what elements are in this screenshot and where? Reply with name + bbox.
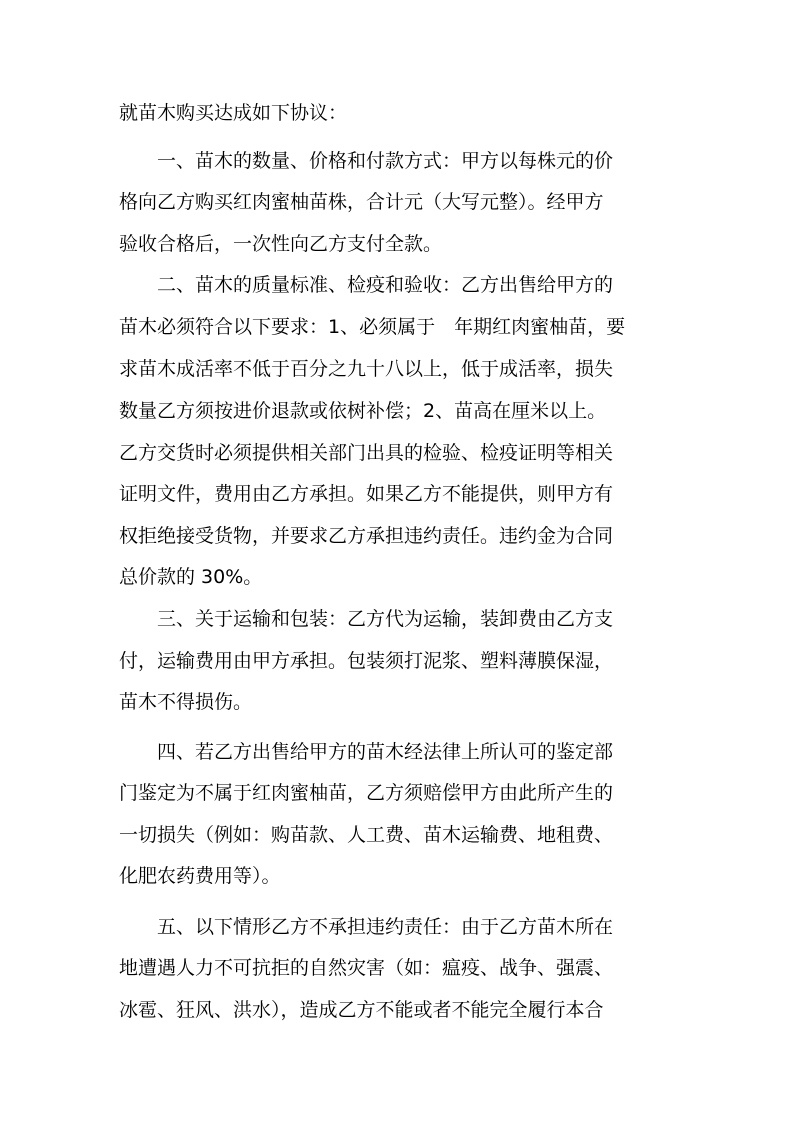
line-3: 格向乙方购买红肉蜜柚苗株，合计元（大写元整）。经甲方	[119, 191, 604, 213]
line-4: 验收合格后，一次性向乙方支付全款。	[119, 233, 443, 255]
line-6: 苗木必须符合以下要求：1、必须属于 年期红肉蜜柚苗，要	[119, 316, 626, 338]
line-16: 四、若乙方出售给甲方的苗木经法律上所认可的鉴定部	[157, 741, 614, 763]
line-19: 化肥农药费用等）。	[119, 865, 281, 887]
line-13: 三、关于运输和包装：乙方代为运输，装卸费由乙方支	[157, 608, 614, 630]
line-2: 一、苗木的数量、价格和付款方式：甲方以每株元的价	[157, 150, 614, 172]
line-5: 二、苗木的质量标准、检疫和验收：乙方出售给甲方的	[157, 274, 614, 296]
line-10: 证明文件，费用由乙方承担。如果乙方不能提供，则甲方有	[119, 483, 614, 505]
line-11: 权拒绝接受货物，并要求乙方承担违约责任。违约金为合同	[119, 525, 614, 547]
line-15: 苗木不得损伤。	[119, 691, 253, 713]
line-22: 冰雹、狂风、洪水），造成乙方不能或者不能完全履行本合	[119, 999, 604, 1021]
line-14: 付，运输费用由甲方承担。包装须打泥浆、塑料薄膜保湿，	[119, 650, 614, 672]
line-9: 乙方交货时必须提供相关部门出具的检验、检疫证明等相关	[119, 442, 614, 464]
line-20: 五、以下情形乙方不承担违约责任：由于乙方苗木所在	[157, 916, 614, 938]
line-21: 地遭遇人力不可抗拒的自然灾害（如：瘟疫、战争、强震、	[119, 957, 614, 979]
line-7: 求苗木成活率不低于百分之九十八以上，低于成活率，损失	[119, 358, 614, 380]
line-1: 就苗木购买达成如下协议：	[119, 102, 348, 124]
line-12: 总价款的 30%。	[119, 566, 263, 588]
line-18: 一切损失（例如：购苗款、人工费、苗木运输费、地租费、	[119, 824, 614, 846]
line-8: 数量乙方须按进价退款或依树补偿；2、苗高在厘米以上。	[119, 400, 607, 422]
line-17: 门鉴定为不属于红肉蜜柚苗，乙方须赔偿甲方由此所产生的	[119, 782, 614, 804]
